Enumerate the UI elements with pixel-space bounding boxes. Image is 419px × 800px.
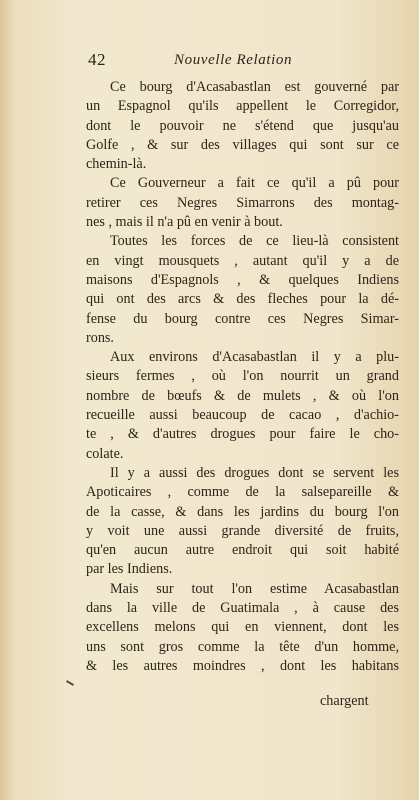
- text-line: dont le pouvoir ne s'étend que jusqu'au: [86, 117, 399, 134]
- text-line: par les Indiens.: [86, 561, 173, 578]
- text-line: Apoticaires , comme de la salsepareille &: [86, 484, 399, 501]
- text-line: fense du bourg contre ces Negres Simar-: [86, 310, 399, 327]
- text-line: uns sont gros comme la tête d'un homme,: [86, 638, 399, 655]
- paragraph: [86, 232, 399, 348]
- catchword: chargent: [320, 693, 369, 709]
- text-line: Aux environs d'Acasabastlan il y a plu-: [110, 349, 399, 366]
- running-title: Nouvelle Relation: [174, 52, 293, 68]
- paragraph: [86, 464, 399, 580]
- text-line: maisons d'Espagnols , & quelques Indiens: [86, 271, 399, 288]
- text-line: excellens melons qui en viennent, dont les: [86, 619, 399, 636]
- text-line: chemin-là.: [86, 156, 147, 173]
- text-line: rons.: [86, 329, 114, 346]
- body-text: [86, 78, 399, 676]
- paragraph: [86, 174, 399, 232]
- paragraph: [86, 348, 399, 464]
- text-line: en vingt mousquets , autant qu'il y a de: [86, 252, 399, 269]
- text-line: Il y a aussi des drogues dont se servent les: [110, 464, 399, 481]
- text-line: Mais sur tout l'on estime Acasabastlan: [110, 580, 399, 597]
- text-line: nes , mais il n'a pû en venir à bout.: [86, 214, 283, 231]
- paragraph: [86, 78, 399, 174]
- text-line: retirer ces Negres Simarrons des montag-: [86, 194, 399, 211]
- text-line: nombre de bœufs & de mulets , & où l'on: [86, 387, 399, 404]
- text-line: dans la ville de Guatimala , à cause des: [86, 600, 399, 617]
- text-line: recueille aussi beaucoup de cacao , d'achio-: [86, 407, 399, 424]
- page-gutter-shadow: [0, 0, 14, 800]
- page-number: 42: [88, 50, 106, 69]
- ink-mark: [66, 680, 74, 686]
- text-line: sieurs fermes , où l'on nourrit un grand: [86, 368, 399, 385]
- text-line: & les autres moindres , dont les habitans: [86, 657, 399, 674]
- text-line: un Espagnol qu'ils appellent le Corregidor,: [86, 98, 399, 115]
- text-line: Ce Gouverneur a fait ce qu'il a pû pour: [110, 175, 399, 192]
- text-line: y voit une aussi grande diversité de fruits,: [86, 522, 399, 539]
- text-line: te , & d'autres drogues pour faire le cho-: [86, 426, 399, 443]
- paragraph: [86, 580, 399, 676]
- text-line: Toutes les forces de ce lieu-là consistent: [110, 233, 399, 250]
- text-line: colate.: [86, 445, 124, 462]
- text-line: qui ont des arcs & des fleches pour la dé-: [86, 291, 399, 308]
- text-line: Ce bourg d'Acasabastlan est gouverné par: [110, 79, 399, 95]
- text-line: qu'en aucun autre endroit qui soit habité: [86, 542, 399, 559]
- text-line: de la casse, & dans les jardins du bourg l'on: [86, 503, 399, 520]
- text-line: Golfe , & sur des villages qui sont sur ce: [86, 136, 399, 153]
